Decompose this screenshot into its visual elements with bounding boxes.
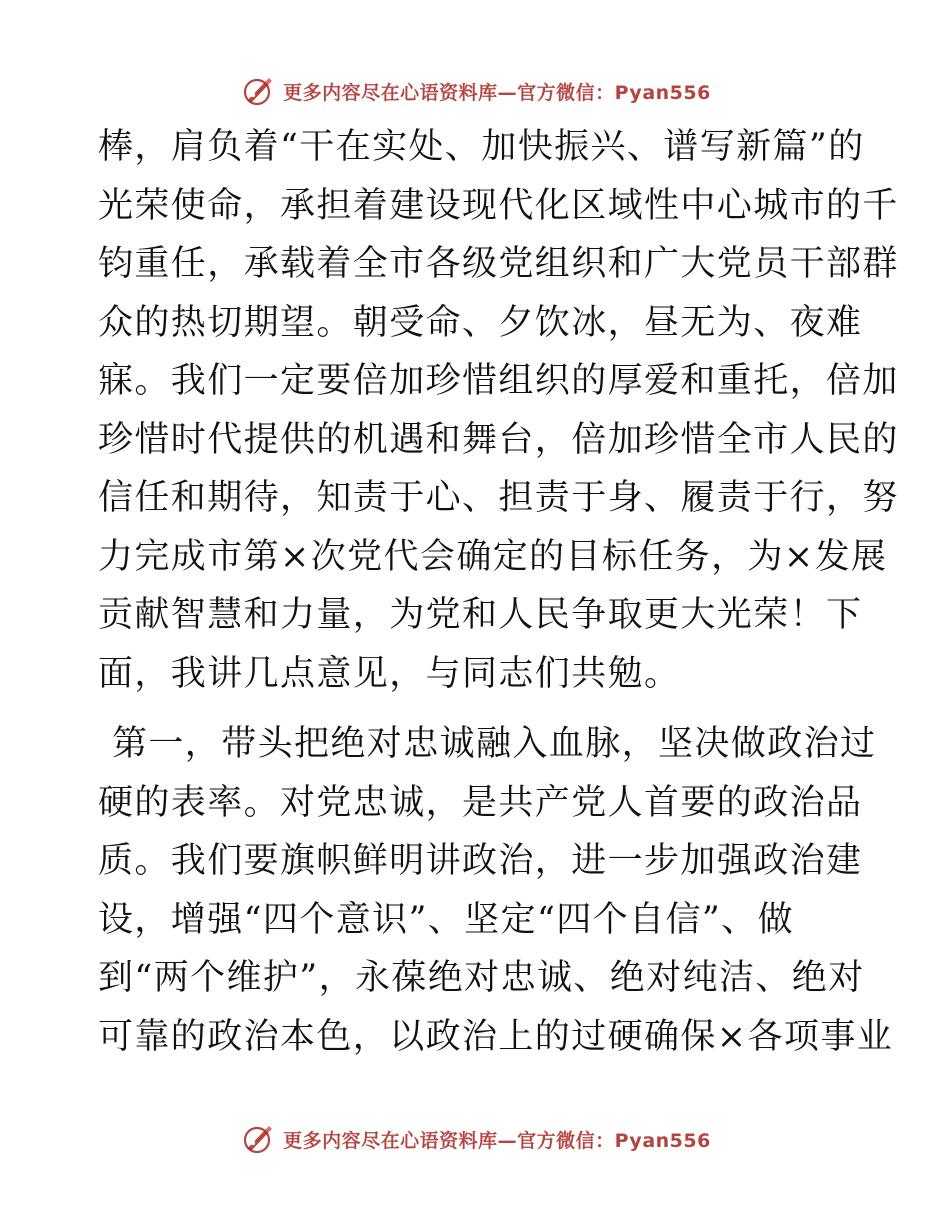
paragraph-gap (98, 703, 858, 715)
paragraph-1 (98, 118, 899, 703)
text-line: 众的热切期望。朝受命、夕饮冰，昼无为、夜难 (98, 302, 863, 343)
document-body (98, 118, 899, 1066)
text-line: 硬的表率。对党忠诚，是共产党人首要的政治品 (98, 782, 863, 823)
text-line: 力完成市第×次党代会确定的目标任务，为×发展 (98, 536, 888, 577)
text-line: 质。我们要旗帜鲜明讲政治，进一步加强政治建 (98, 841, 863, 881)
text-line: 信任和期待，知责于心、担责于身、履责于行，努 (98, 478, 899, 518)
text-line: 第一，带头把绝对忠诚融入血脉，坚决做政治过 (112, 724, 877, 764)
text-line: 珍惜时代提供的机遇和舞台，倍加珍惜全市人民的 (98, 419, 899, 460)
text-line: 棒，肩负着“干在实处、加快振兴、谱写新篇”的 (98, 127, 865, 167)
text-line: 面，我讲几点意见，与同志们共勉。 (98, 653, 681, 694)
text-line: 钧重任，承载着全市各级党组织和广大党员干部群 (98, 244, 899, 284)
header-watermark (0, 71, 950, 111)
text-line: 设，增强“四个意识”、坚定“四个自信”、做 (98, 899, 794, 940)
footer-watermark-text: 更多内容尽在心语资料库—官方微信：Pyan556 (283, 1129, 711, 1152)
text-line: 寐。我们一定要倍加珍惜组织的厚爱和重托，倍加 (98, 361, 899, 401)
paragraph-2 (98, 715, 894, 1066)
pen-logo-icon (239, 73, 275, 109)
footer-watermark (0, 1119, 950, 1159)
text-line: 光荣使命，承担着建设现代化区域性中心城市的千 (98, 185, 899, 226)
text-line: 可靠的政治本色，以政治上的过硬确保×各项事业 (98, 1016, 894, 1057)
pen-logo-icon (239, 1121, 275, 1157)
header-watermark-text: 更多内容尽在心语资料库—官方微信：Pyan556 (283, 81, 711, 104)
text-line: 贡献智慧和力量，为党和人民争取更大光荣！下 (98, 595, 863, 635)
text-line: 到“两个维护”，永葆绝对忠诚、绝对纯洁、绝对 (98, 958, 865, 998)
